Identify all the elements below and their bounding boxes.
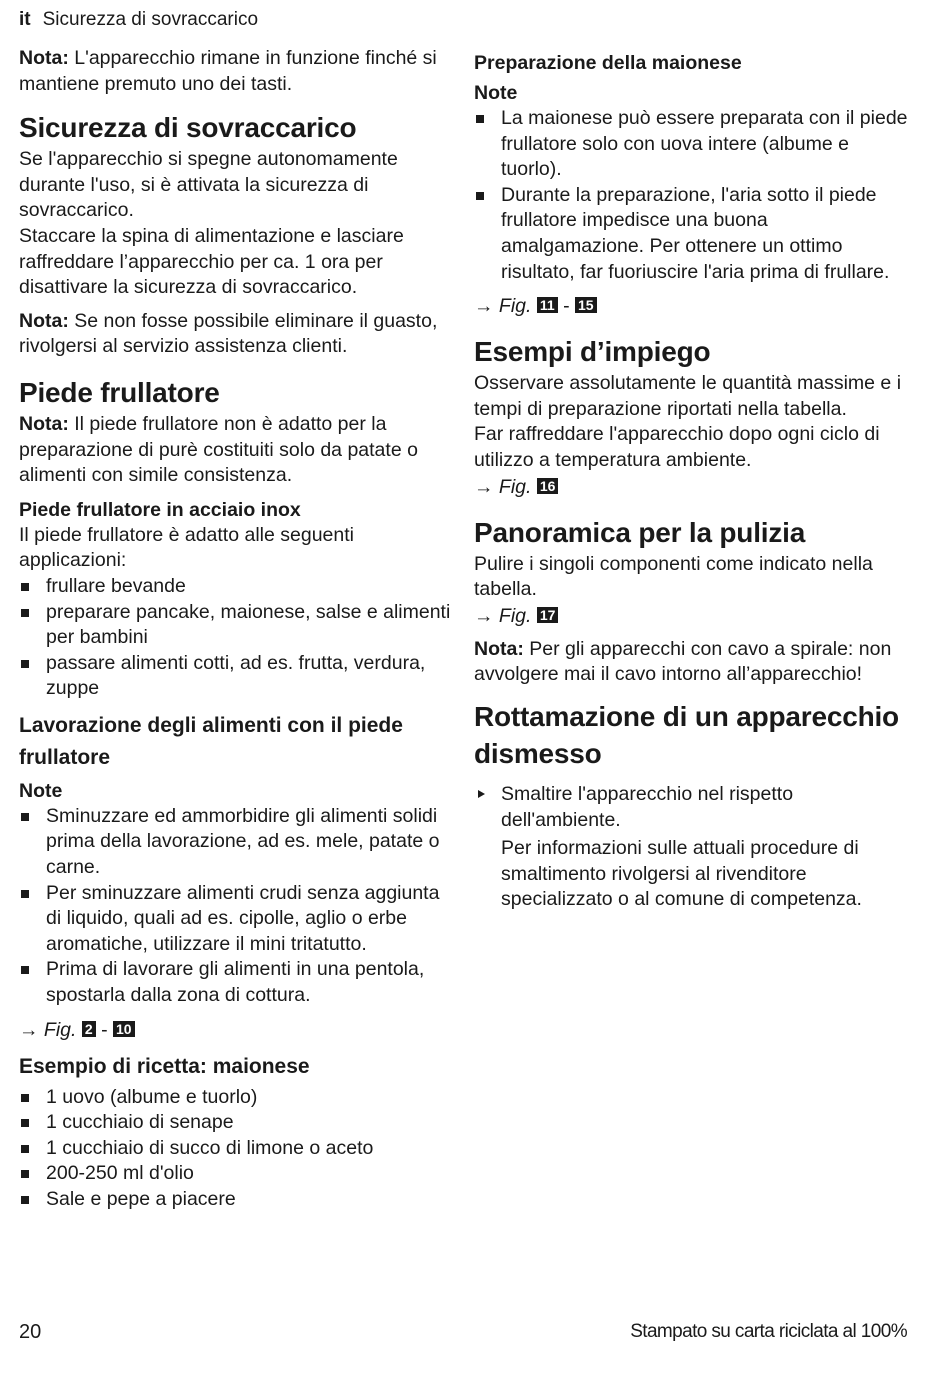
figure-reference-16 [474,474,914,500]
mayo-prep-heading: Preparazione della maionese [474,52,742,74]
overload-paragraph-1: Se l'apparecchio si spegne autonomamente durante l'uso, si è attivata la sicurezza di sovraccarico. [19,148,398,222]
mayo-note-list [474,106,914,285]
cleaning-note-text: Per gli apparecchi con cavo a spirale: non avvolgere mai il cavo intorno all’apparecchio! [474,637,892,686]
overload-note [19,309,451,360]
examples-paragraph-1: Osservare assolutamente le quantità massime e i tempi di preparazione riportati nella tabella. [474,372,902,420]
intro-note [19,46,451,97]
disposal-info: Per informazioni sulle attuali procedure di smaltimento rivolgersi al rivenditore specializzato o al comune di competenza. [501,837,862,911]
fig-range-dash: - [101,1018,108,1041]
figure-reference-2-10 [19,1017,451,1043]
arrow-right-icon: → [474,475,494,498]
fig-label: Fig. [498,604,532,627]
square-bullet-icon [21,1119,29,1127]
overload-note-label: Nota: [19,309,69,332]
fig-label: Fig. [498,475,532,498]
square-bullet-icon [476,115,484,123]
square-bullet-icon [21,583,29,591]
figure-badge: 11 [537,297,558,313]
blender-note-text: Il piede frullatore non è adatto per la preparazione di purè costituiti solo da patate o alimenti con simile consistenza. [19,412,418,487]
square-bullet-icon [21,1145,29,1153]
overload-paragraph-2: Staccare la spina di alimentazione e lasciare raffreddare l’apparecchio per ca. 1 ora per disattivare la sicurezza di sovraccarico. [19,224,404,299]
intro-note-text: L'apparecchio rimane in funzione finché si mantiene premuto uno dei tasti. [19,47,437,95]
processing-note-label: Note [19,779,63,802]
list-item: frullare bevande [19,574,451,600]
recipe-heading: Esempio di ricetta: maionese [19,1054,310,1078]
cleaning-paragraph: Pulire i singoli componenti come indicato nella tabella. [474,552,873,601]
blender-note-label: Nota: [19,412,69,435]
list-item: preparare pancake, maionese, salse e alimenti per bambini [19,600,451,651]
cleaning-note-label: Nota: [474,637,524,660]
figure-reference-11-15 [474,293,914,319]
left-column [19,46,451,1221]
disposal-steps [474,782,914,833]
square-bullet-icon [21,609,29,617]
list-item: Per sminuzzare alimenti crudi senza aggiunta di liquido, quali ad es. cipolle, aglio o erbe aromatiche, utilizzare il mini tritatutto. [19,881,451,958]
square-bullet-icon [21,1170,29,1178]
fig-label: Fig. [43,1018,77,1041]
square-bullet-icon [476,192,484,200]
list-item: 200-250 ml d'olio [19,1161,451,1187]
figure-reference-17 [474,603,914,629]
square-bullet-icon [21,1094,29,1102]
figure-badge: 16 [537,478,559,494]
list-item: Sminuzzare ed ammorbidire gli alimenti solidi prima della lavorazione, ad es. mele, patate o carne. [19,804,451,881]
list-item: Smaltire l'apparecchio nel rispetto dell'ambiente. [474,782,914,833]
steel-blender-heading: Piede frullatore in acciaio inox [19,498,301,521]
steel-blender-list [19,574,451,702]
list-item: Durante la preparazione, l'aria sotto il piede frullatore impedisce una buona amalgamazione. Per ottenere un ottimo risultato, far fuoriuscire l'aria prima di frullare. [474,183,914,285]
steel-blender-text: Il piede frullatore è adatto alle seguenti applicazioni: [19,523,354,572]
arrow-right-icon: → [474,295,494,318]
examples-paragraph-2: Far raffreddare l'apparecchio dopo ogni ciclo di utilizzo a temperatura ambiente. [474,423,880,471]
list-item: Prima di lavorare gli alimenti in una pentola, spostarla dalla zona di cottura. [19,957,451,1008]
figure-badge: 2 [82,1021,96,1037]
processing-list [19,804,451,1009]
arrow-right-icon: → [19,1018,39,1041]
square-bullet-icon [21,890,29,898]
processing-heading: Lavorazione degli alimenti con il piede frullatore [19,713,403,769]
page-number: 20 [19,1321,42,1343]
square-bullet-icon [21,660,29,668]
right-column [474,46,914,921]
recipe-ingredient-list [19,1085,451,1213]
disposal-heading: Rottamazione di un apparecchio dismesso [474,700,899,769]
list-item: 1 cucchiaio di senape [19,1110,451,1136]
running-header [19,8,258,32]
list-item: 1 cucchiaio di succo di limone o aceto [19,1136,451,1162]
header-section-title: Sicurezza di sovraccarico [42,9,259,30]
mayo-note-label: Note [474,82,518,104]
list-item: 1 uovo (albume e tuorlo) [19,1085,451,1111]
arrow-right-icon: → [474,604,494,627]
language-code: it [19,9,31,30]
square-bullet-icon [21,966,29,974]
list-item: passare alimenti cotti, ad es. frutta, verdura, zuppe [19,651,451,702]
blender-heading: Piede frullatore [19,376,220,408]
intro-note-label: Nota: [19,47,69,69]
figure-badge: 10 [113,1021,135,1037]
examples-heading: Esempi d’impiego [474,336,711,368]
fig-label: Fig. [498,295,532,318]
square-bullet-icon [21,1196,29,1204]
overload-heading: Sicurezza di sovraccarico [19,112,357,144]
fig-range-dash: - [563,295,570,318]
triangle-bullet-icon [478,790,485,798]
figure-badge: 17 [537,607,559,623]
overload-note-text: Se non fosse possibile eliminare il guasto, rivolgersi al servizio assistenza clienti. [19,309,438,358]
recycled-paper-note: Stampato su carta riciclata al 100% [630,1321,907,1342]
list-item: La maionese può essere preparata con il piede frullatore solo con uova intere (albume e tuorlo). [474,106,914,183]
list-item: Sale e pepe a piacere [19,1187,451,1213]
figure-badge: 15 [575,297,597,313]
cleaning-note [474,637,914,688]
square-bullet-icon [21,813,29,821]
cleaning-heading: Panoramica per la pulizia [474,516,806,548]
blender-note [19,412,451,489]
